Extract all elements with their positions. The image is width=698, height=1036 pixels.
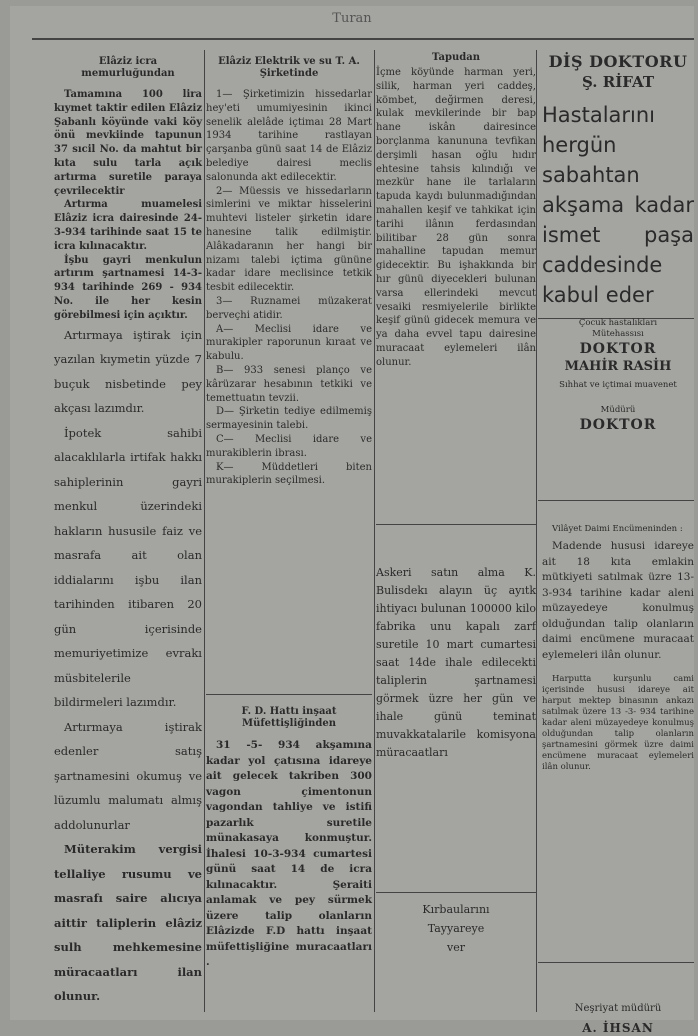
notice-paragraph: B— 933 senesi planço ve kârüzarar hesabının tetkiki ve temettuatın tevzii. [206,364,372,404]
publisher-signature [542,1002,694,1036]
notice-paragraph: Tamamına 100 lira kıymet taktir edilen Elâziz Şabanlı köyünde vaki köy önü mevkiinde tapunun 37 sıcil No. da mahtut bir kıta sulu tarla açık artırma suretile paraya çevrilecektir [54,89,202,197]
slogan-line: Tayyareye [427,922,485,935]
notice-paragraph: 3— Ruznamei müzakerat berveçhi atidir. [206,295,372,321]
column-3 [376,50,536,1012]
notice-paragraph-large: Artırmaya iştirak edenler satış şartnamesini okumuş ve lüzumlu malumatı almış addolunurlar [54,719,202,832]
column-divider [374,50,375,1012]
notice-block [376,50,536,370]
masthead-title: Turan [332,11,372,26]
notice-block [206,700,372,971]
notice-paragraph: Artırma muamelesi Elâziz icra dairesinde 24-3-934 tarihinde saat 15 te icra kılınacaktır. [54,199,202,252]
notice-paragraph: C— Meclisi idare ve murakiblerin ibrası. [206,433,372,459]
notice-paragraph-large: İpotek sahibi alacaklılarla irtifak hakkı sahiplerinin gayri menkul üzerindeki hakların hususile faiz ve masrafa ait olan iddialarını işbu ilan tarihinden itibaren 20 gün içerisinde memuriyetimize evrakı müsbitelerile bildirmeleri lazımdır. [54,425,202,710]
notice-block [376,564,536,762]
council-notice [542,524,694,781]
masthead [10,6,694,44]
ad-title: DİŞ DOKTORU [548,52,688,71]
ad-subtitle: Ş. RİFAT [582,73,654,91]
signature-name: A. İHSAN [582,1020,654,1035]
doctor-ad [542,318,694,435]
notice-paragraph: İçme köyünde harman yeri, silik, harman yeri caddeş, kömbet, değirmen deresi, kulak mevkilerinde bir bap hane iskân dairesince borçlanma kanununa tevfikan derşimli hasan oğlu hıdır ehtesine tahsis kılındığı ve mezkür hane ile tarlaların tapuda kaydı bulunmadığından mahallen keşif ve tahkikat için tarihi ilânın ferdasından bilitibar 28 gün sonra mahalline tapudan memur gidecektir. Bu işhakkında bir hır günü diyecekleri bulunan varsa ellerindeki mevcut vesaiki resmiyelerile birlikte keşif günü gidecek memura ve ya daha evvel tapu dairesine muracaat eylemeleri ilân olunur. [376,67,536,368]
masthead-rule [32,38,694,40]
notice-paragraph: Madende hususi idareye ait 18 kıta emlakin mütkiyeti satılmak üzre 13-3-934 tarihine kadar aleni müzayedeye konulmuş olduğundan talip olanların daimi encümene muracaat eylemeleri ilân olunur. [542,540,694,661]
ad-body: Hastalarını hergün sabahtan akşama kadar ismet paşa caddesinde kabul eder [542,103,694,307]
column-4 [538,50,694,1035]
column-1 [54,50,202,1012]
notice-heading: Elâziz icra memurluğundan [81,56,175,79]
notice-paragraph: Askeri satın alma K. Bulisdekı alayın üç ayıtk ihtiyacı bulunan 100000 kilo fabrika unu kapalı zarf suretile 10 mart cumartesi saat 14de ihale edilecekti taliplerin şartnamesi görmek üzre her gün ve ihale günü teminat muvakkatalarile komisyona müracaatları [376,566,536,759]
notice-paragraph: 1— Şirketimizin hissedarlar hey'eti umumiyesinin ikinci senelik alelâde içtimaı 28 Mart 1934 tarihine rastlayan çarşanba günü saat 14 de Elâziz belediye dairesi meclis salonunda akt edilecektir. [206,89,372,183]
column-divider [204,50,205,1012]
notice-paragraph: İşbu gayri menkulun artırım şartnamesi 14-3-934 tarihinde 269 - 934 No. ile her kesin görebilmesi için açıktır. [54,254,202,321]
slogan-block [376,900,536,957]
ad-name: MAHİR RASİH [564,358,672,374]
column-divider [536,50,537,1012]
notice-paragraph: 31 -5- 934 akşamına kadar yol çatısına idareye ait gelecek takriben 300 vagon çimentonun vagondan tahliye ve istifi pazarlık suretile münakasaya konmuştur. İhalesi 10-3-934 cumartesi günü saat 14 de icra kılınacaktır. Şeraiti anlamak ve pey sürmek üzere talip olanların Elâzizde F.D hattı inşaat müfettişliğine muracaatları . [206,739,372,968]
signature-title: Neşriyat müdürü [574,1003,662,1014]
notice-heading: Elâziz Elektrik ve su T. A. Şirketinde [218,56,360,79]
column-2 [206,50,372,1012]
notice-paragraph: 2— Müessis ve hissedarların simlerini ve miktar hisselerini muhtevi listeler şirketin idare hanesine talik edilmiştir. Alâkadaranın her hangi bir nizamı talebi içtima gününe kadar idare meclisince tetkik tesbit edilecektir. [206,185,372,294]
notice-heading: Tapudan [432,52,480,63]
newspaper-page [10,6,694,1035]
ad-line: Mütehassısı [592,329,644,339]
ad-line: Sıhhat ve içtimai muavenet [559,379,677,390]
ad-line: Çocuk hastalıkları [578,318,658,328]
notice-paragraph: Harputta kurşunlu cami içerisinde hususi idareye ait harput mektep binasının ankazı satılmak üzere 13 -3- 934 tarihine kadar aleni müzayedeye konulmuş olduğundan talip olanların şartnamesini görmek üzre daimi encümene muracaat eylemeleri ilân olunur. [542,673,694,772]
notice-paragraph: A— Meclisi idare ve murakipler raporunun kıraat ve kabulu. [206,323,372,363]
notice-paragraph: D— Şirketin tediye edilmemiş sermayesinin talebi. [206,406,372,432]
notice-paragraph-large: Artırmaya iştirak için yazılan kıymetin yüzde 7 buçuk nisbetinde pey akçası lazımdır. [54,327,202,416]
slogan-line: ver [447,941,465,954]
ad-line: Müdürü [600,404,636,415]
dentist-ad [542,50,694,310]
slogan-line: Kırbaularını [422,903,490,916]
notice-paragraph-large: Müterakim vergisi tellaliye rusumu ve masrafı saire alıcıya aittir taliplerin elâziz sulh mehkemesine müracaatları ilan olunur. [54,842,202,1004]
notice-heading: Vilâyet Daimi Encümeninden : [552,524,683,534]
notice-heading: F. D. Hattı inşaat Müfettişliğinden [241,706,337,729]
ad-name: DOKTOR [579,341,657,357]
ad-name: DOKTOR [579,416,657,433]
notice-paragraph: K— Müddetleri biten murakiplerin seçilmesi. [206,461,372,487]
